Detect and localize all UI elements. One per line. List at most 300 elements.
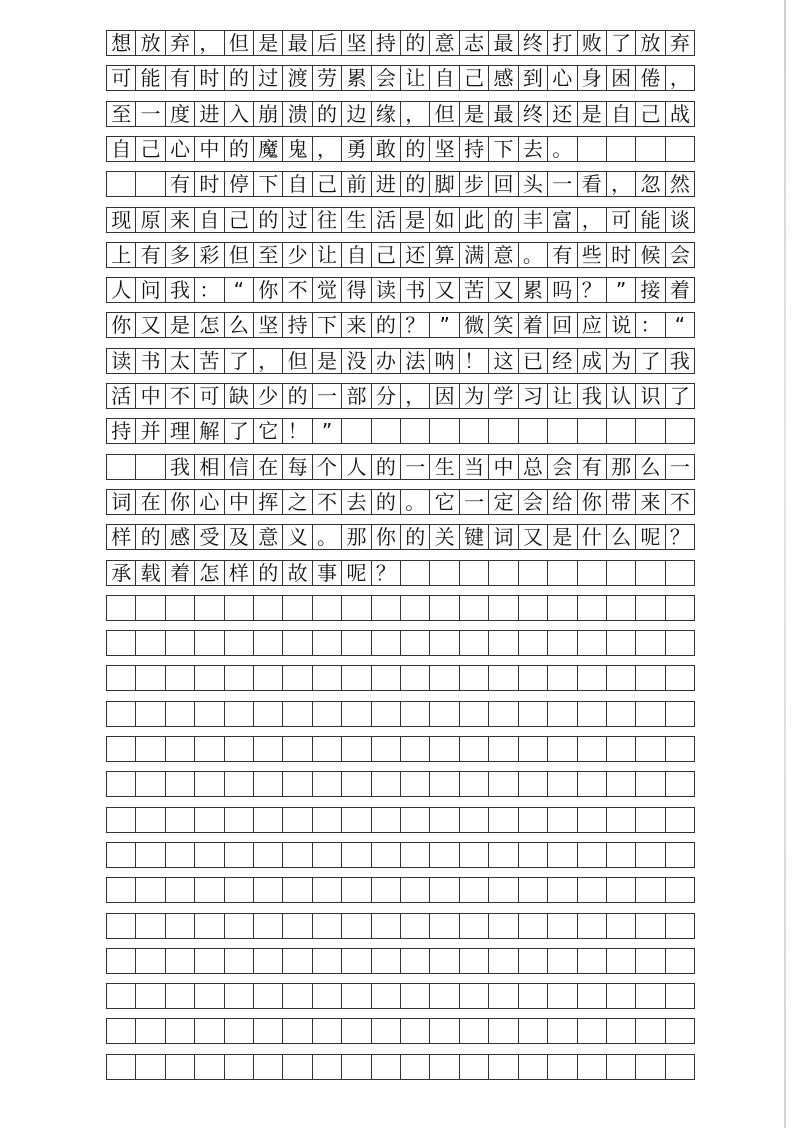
grid-cell: [166, 949, 195, 973]
grid-cell: [136, 702, 165, 726]
grid-cell: [225, 1019, 254, 1043]
grid-cell: [578, 1019, 607, 1043]
grid-cell: [342, 702, 371, 726]
grid-cell: [107, 631, 136, 655]
grid-cell: 不: [313, 490, 342, 514]
grid-cell: [372, 1019, 401, 1043]
grid-cell: [607, 1019, 636, 1043]
grid-cell: 鬼: [283, 137, 312, 161]
grid-cell: ，: [195, 31, 224, 55]
grid-cell: 步: [460, 172, 489, 196]
grid-cell: 弃: [166, 31, 195, 55]
grid-cell: 为: [460, 384, 489, 408]
grid-cell: 觉: [313, 278, 342, 302]
grid-cell: 自: [342, 243, 371, 267]
grid-cell: [166, 914, 195, 938]
grid-cell: [548, 984, 577, 1008]
grid-row: [106, 877, 695, 903]
grid-cell: [166, 808, 195, 832]
grid-row: [106, 312, 695, 338]
grid-cell: [578, 561, 607, 585]
grid-cell: [578, 631, 607, 655]
grid-cell: [254, 1019, 283, 1043]
grid-cell: [519, 631, 548, 655]
grid-cell: 志: [460, 31, 489, 55]
grid-cell: 读: [372, 278, 401, 302]
grid-cell: 满: [460, 243, 489, 267]
grid-cell: 。: [313, 525, 342, 549]
grid-cell: 回: [489, 172, 518, 196]
grid-cell: [519, 419, 548, 443]
grid-cell: [430, 561, 459, 585]
grid-cell: 什: [578, 525, 607, 549]
grid-cell: 可: [107, 66, 136, 90]
grid-cell: [666, 596, 695, 620]
grid-cell: [313, 949, 342, 973]
grid-cell: ，: [313, 137, 342, 161]
grid-cell: 当: [460, 455, 489, 479]
grid-cell: [313, 737, 342, 761]
grid-cell: [195, 878, 224, 902]
grid-cell: 至: [254, 243, 283, 267]
grid-cell: ：: [636, 313, 665, 337]
grid-cell: [489, 419, 518, 443]
grid-cell: [430, 1055, 459, 1079]
grid-cell: [195, 808, 224, 832]
grid-cell: [401, 1055, 430, 1079]
grid-cell: 认: [607, 384, 636, 408]
grid-row: [106, 701, 695, 727]
grid-cell: [578, 984, 607, 1008]
grid-cell: [107, 843, 136, 867]
grid-cell: [401, 419, 430, 443]
grid-cell: 了: [666, 384, 695, 408]
grid-cell: [578, 737, 607, 761]
grid-cell: [489, 843, 518, 867]
grid-cell: [342, 843, 371, 867]
grid-cell: 来: [636, 490, 665, 514]
grid-cell: ”: [313, 419, 342, 443]
grid-cell: 感: [166, 525, 195, 549]
grid-cell: 终: [519, 31, 548, 55]
grid-cell: [313, 772, 342, 796]
grid-cell: 办: [372, 349, 401, 373]
grid-cell: 呐: [430, 349, 459, 373]
grid-cell: [578, 596, 607, 620]
grid-cell: 敢: [372, 137, 401, 161]
grid-cell: [430, 1019, 459, 1043]
grid-row: [106, 736, 695, 762]
grid-cell: 的: [313, 102, 342, 126]
grid-row: [106, 101, 695, 127]
grid-row: [106, 1054, 695, 1080]
grid-cell: 彩: [195, 243, 224, 267]
grid-cell: 但: [283, 349, 312, 373]
grid-cell: [342, 878, 371, 902]
grid-cell: 一: [401, 455, 430, 479]
grid-cell: [225, 596, 254, 620]
grid-cell: 打: [548, 31, 577, 55]
grid-cell: [401, 914, 430, 938]
grid-cell: 过: [283, 208, 312, 232]
grid-cell: 自: [195, 208, 224, 232]
grid-cell: 边: [342, 102, 371, 126]
grid-cell: 不: [166, 384, 195, 408]
grid-row: [106, 30, 695, 56]
grid-cell: [519, 1055, 548, 1079]
grid-cell: 在: [136, 490, 165, 514]
grid-cell: [578, 914, 607, 938]
grid-cell: 有: [548, 243, 577, 267]
grid-cell: [401, 984, 430, 1008]
grid-cell: [107, 914, 136, 938]
grid-row: [106, 948, 695, 974]
grid-cell: 渡: [283, 66, 312, 90]
grid-cell: 事: [313, 561, 342, 585]
grid-cell: ，: [254, 349, 283, 373]
grid-cell: [519, 666, 548, 690]
grid-cell: ！: [283, 419, 312, 443]
grid-cell: 应: [578, 313, 607, 337]
grid-cell: 得: [342, 278, 371, 302]
grid-row: [106, 771, 695, 797]
grid-cell: 了: [636, 349, 665, 373]
grid-cell: [607, 702, 636, 726]
grid-cell: [401, 702, 430, 726]
grid-cell: 进: [372, 172, 401, 196]
grid-cell: [254, 878, 283, 902]
grid-row: [106, 454, 695, 480]
grid-cell: 感: [489, 66, 518, 90]
grid-row: [106, 207, 695, 233]
grid-cell: 自: [607, 102, 636, 126]
grid-cell: 劳: [313, 66, 342, 90]
grid-cell: 让: [548, 384, 577, 408]
grid-cell: 的: [254, 561, 283, 585]
grid-cell: [636, 561, 665, 585]
grid-cell: [136, 984, 165, 1008]
grid-cell: 己: [136, 137, 165, 161]
grid-cell: ？: [401, 313, 430, 337]
grid-cell: [225, 808, 254, 832]
grid-cell: [136, 666, 165, 690]
grid-cell: 笑: [489, 313, 518, 337]
grid-cell: 的: [401, 172, 430, 196]
grid-cell: [578, 666, 607, 690]
grid-cell: [342, 772, 371, 796]
grid-cell: [372, 419, 401, 443]
grid-cell: [225, 1055, 254, 1079]
grid-cell: 信: [225, 455, 254, 479]
grid-cell: 了: [607, 31, 636, 55]
grid-cell: [342, 808, 371, 832]
grid-cell: [136, 631, 165, 655]
grid-cell: 理: [166, 419, 195, 443]
grid-cell: 到: [519, 66, 548, 90]
grid-cell: [195, 666, 224, 690]
grid-cell: [372, 878, 401, 902]
grid-cell: [136, 596, 165, 620]
grid-cell: 己: [372, 243, 401, 267]
grid-cell: ？: [666, 525, 695, 549]
grid-cell: [607, 137, 636, 161]
grid-row: [106, 630, 695, 656]
grid-cell: [372, 666, 401, 690]
grid-cell: 累: [342, 66, 371, 90]
grid-cell: [666, 419, 695, 443]
grid-row: [106, 348, 695, 374]
grid-cell: 己: [313, 172, 342, 196]
grid-cell: [636, 666, 665, 690]
grid-cell: 少: [283, 243, 312, 267]
grid-cell: [283, 984, 312, 1008]
grid-cell: [254, 596, 283, 620]
grid-cell: 一: [666, 455, 695, 479]
grid-cell: [519, 949, 548, 973]
grid-cell: [254, 631, 283, 655]
grid-cell: 可: [195, 384, 224, 408]
grid-cell: 着: [166, 561, 195, 585]
grid-cell: [460, 843, 489, 867]
grid-cell: [342, 666, 371, 690]
grid-cell: 下: [489, 137, 518, 161]
grid-cell: 有: [136, 243, 165, 267]
grid-cell: 又: [430, 278, 459, 302]
grid-row: [106, 65, 695, 91]
grid-cell: [460, 772, 489, 796]
grid-cell: [136, 914, 165, 938]
grid-cell: [666, 772, 695, 796]
grid-cell: 可: [607, 208, 636, 232]
grid-cell: 承: [107, 561, 136, 585]
grid-cell: 我: [666, 349, 695, 373]
grid-cell: 后: [313, 31, 342, 55]
grid-cell: [166, 666, 195, 690]
grid-cell: 不: [666, 490, 695, 514]
grid-cell: 如: [430, 208, 459, 232]
grid-cell: [519, 1019, 548, 1043]
grid-cell: [548, 949, 577, 973]
grid-cell: 原: [136, 208, 165, 232]
grid-cell: 持: [283, 313, 312, 337]
grid-cell: 的: [401, 137, 430, 161]
grid-cell: [166, 843, 195, 867]
grid-cell: [430, 878, 459, 902]
grid-cell: [225, 702, 254, 726]
grid-cell: [313, 984, 342, 1008]
grid-cell: 书: [401, 278, 430, 302]
grid-cell: 现: [107, 208, 136, 232]
grid-cell: 但: [225, 243, 254, 267]
grid-cell: [430, 631, 459, 655]
grid-cell: 时: [607, 243, 636, 267]
grid-row: [106, 913, 695, 939]
grid-cell: [636, 419, 665, 443]
grid-row: [106, 665, 695, 691]
grid-cell: [519, 772, 548, 796]
grid-cell: [430, 419, 459, 443]
grid-cell: [401, 843, 430, 867]
grid-cell: [489, 1055, 518, 1079]
grid-cell: 载: [136, 561, 165, 585]
grid-cell: 前: [342, 172, 371, 196]
grid-cell: 的: [372, 455, 401, 479]
grid-cell: [460, 1019, 489, 1043]
grid-row: [106, 595, 695, 621]
grid-cell: [254, 1055, 283, 1079]
grid-cell: [195, 949, 224, 973]
grid-cell: [283, 949, 312, 973]
grid-cell: 我: [166, 455, 195, 479]
grid-cell: [313, 1055, 342, 1079]
grid-cell: 但: [430, 102, 459, 126]
grid-cell: [666, 737, 695, 761]
grid-cell: [372, 702, 401, 726]
grid-cell: [489, 808, 518, 832]
grid-cell: [460, 1055, 489, 1079]
grid-cell: [136, 949, 165, 973]
grid-cell: 。: [519, 243, 548, 267]
grid-cell: [460, 666, 489, 690]
grid-cell: [107, 878, 136, 902]
grid-cell: [313, 843, 342, 867]
grid-cell: [607, 561, 636, 585]
grid-cell: [636, 737, 665, 761]
grid-cell: [636, 914, 665, 938]
grid-cell: 溃: [283, 102, 312, 126]
grid-cell: [489, 702, 518, 726]
grid-cell: [519, 702, 548, 726]
grid-cell: [636, 137, 665, 161]
grid-cell: 是: [254, 31, 283, 55]
grid-cell: 的: [225, 137, 254, 161]
grid-cell: [342, 631, 371, 655]
grid-cell: ，: [607, 172, 636, 196]
grid-cell: [166, 1019, 195, 1043]
grid-cell: 去: [342, 490, 371, 514]
grid-cell: [430, 808, 459, 832]
grid-cell: [519, 914, 548, 938]
grid-cell: [430, 949, 459, 973]
grid-cell: 是: [313, 349, 342, 373]
grid-row: [106, 524, 695, 550]
grid-cell: 。: [548, 137, 577, 161]
grid-cell: ”: [607, 278, 636, 302]
grid-cell: [372, 914, 401, 938]
grid-cell: 习: [519, 384, 548, 408]
grid-cell: [254, 808, 283, 832]
grid-cell: [283, 666, 312, 690]
grid-cell: [254, 914, 283, 938]
grid-cell: [225, 878, 254, 902]
grid-cell: [607, 666, 636, 690]
grid-cell: [136, 172, 165, 196]
grid-cell: [666, 914, 695, 938]
grid-cell: 战: [666, 102, 695, 126]
grid-cell: 有: [578, 455, 607, 479]
grid-cell: [313, 631, 342, 655]
grid-cell: [372, 808, 401, 832]
grid-cell: 并: [136, 419, 165, 443]
grid-cell: 你: [372, 525, 401, 549]
grid-cell: [519, 808, 548, 832]
grid-cell: 坚: [342, 31, 371, 55]
grid-row: [106, 418, 695, 444]
grid-cell: [548, 772, 577, 796]
grid-cell: ，: [578, 208, 607, 232]
grid-row: [106, 560, 695, 586]
grid-row: [106, 242, 695, 268]
grid-cell: [254, 772, 283, 796]
grid-cell: 会: [372, 66, 401, 90]
grid-cell: 时: [195, 66, 224, 90]
grid-cell: 的: [489, 208, 518, 232]
grid-cell: 书: [136, 349, 165, 373]
grid-cell: 每: [283, 455, 312, 479]
grid-cell: [548, 596, 577, 620]
grid-cell: [548, 702, 577, 726]
grid-cell: 缘: [372, 102, 401, 126]
grid-cell: 往: [313, 208, 342, 232]
grid-cell: 最: [283, 31, 312, 55]
grid-cell: ”: [430, 313, 459, 337]
grid-cell: “: [225, 278, 254, 302]
grid-cell: 持: [107, 419, 136, 443]
grid-cell: 因: [430, 384, 459, 408]
grid-cell: 中: [489, 455, 518, 479]
grid-cell: [283, 772, 312, 796]
grid-cell: 自: [430, 66, 459, 90]
grid-cell: 放: [636, 31, 665, 55]
grid-cell: [372, 949, 401, 973]
grid-cell: [430, 984, 459, 1008]
grid-cell: [636, 596, 665, 620]
grid-cell: 最: [489, 102, 518, 126]
grid-cell: [607, 737, 636, 761]
grid-cell: 了: [225, 349, 254, 373]
grid-cell: 怎: [195, 313, 224, 337]
grid-cell: [283, 631, 312, 655]
grid-cell: [342, 914, 371, 938]
grid-cell: [136, 843, 165, 867]
grid-cell: 意: [254, 525, 283, 549]
grid-cell: [578, 772, 607, 796]
grid-cell: [195, 1055, 224, 1079]
grid-cell: [548, 631, 577, 655]
grid-cell: 苦: [460, 278, 489, 302]
grid-cell: 你: [166, 490, 195, 514]
grid-cell: [107, 455, 136, 479]
grid-row: [106, 171, 695, 197]
grid-cell: [636, 984, 665, 1008]
grid-row: [106, 1018, 695, 1044]
grid-cell: 放: [136, 31, 165, 55]
grid-cell: [107, 1019, 136, 1043]
grid-cell: 的: [372, 490, 401, 514]
grid-cell: 吗: [548, 278, 577, 302]
grid-cell: ！: [460, 349, 489, 373]
grid-cell: 己: [225, 208, 254, 232]
grid-cell: 关: [430, 525, 459, 549]
grid-cell: [519, 596, 548, 620]
grid-cell: 词: [107, 490, 136, 514]
grid-cell: [225, 737, 254, 761]
grid-cell: [372, 1055, 401, 1079]
grid-cell: [283, 1019, 312, 1043]
grid-row: [106, 136, 695, 162]
grid-cell: [136, 1019, 165, 1043]
grid-cell: 自: [107, 137, 136, 161]
